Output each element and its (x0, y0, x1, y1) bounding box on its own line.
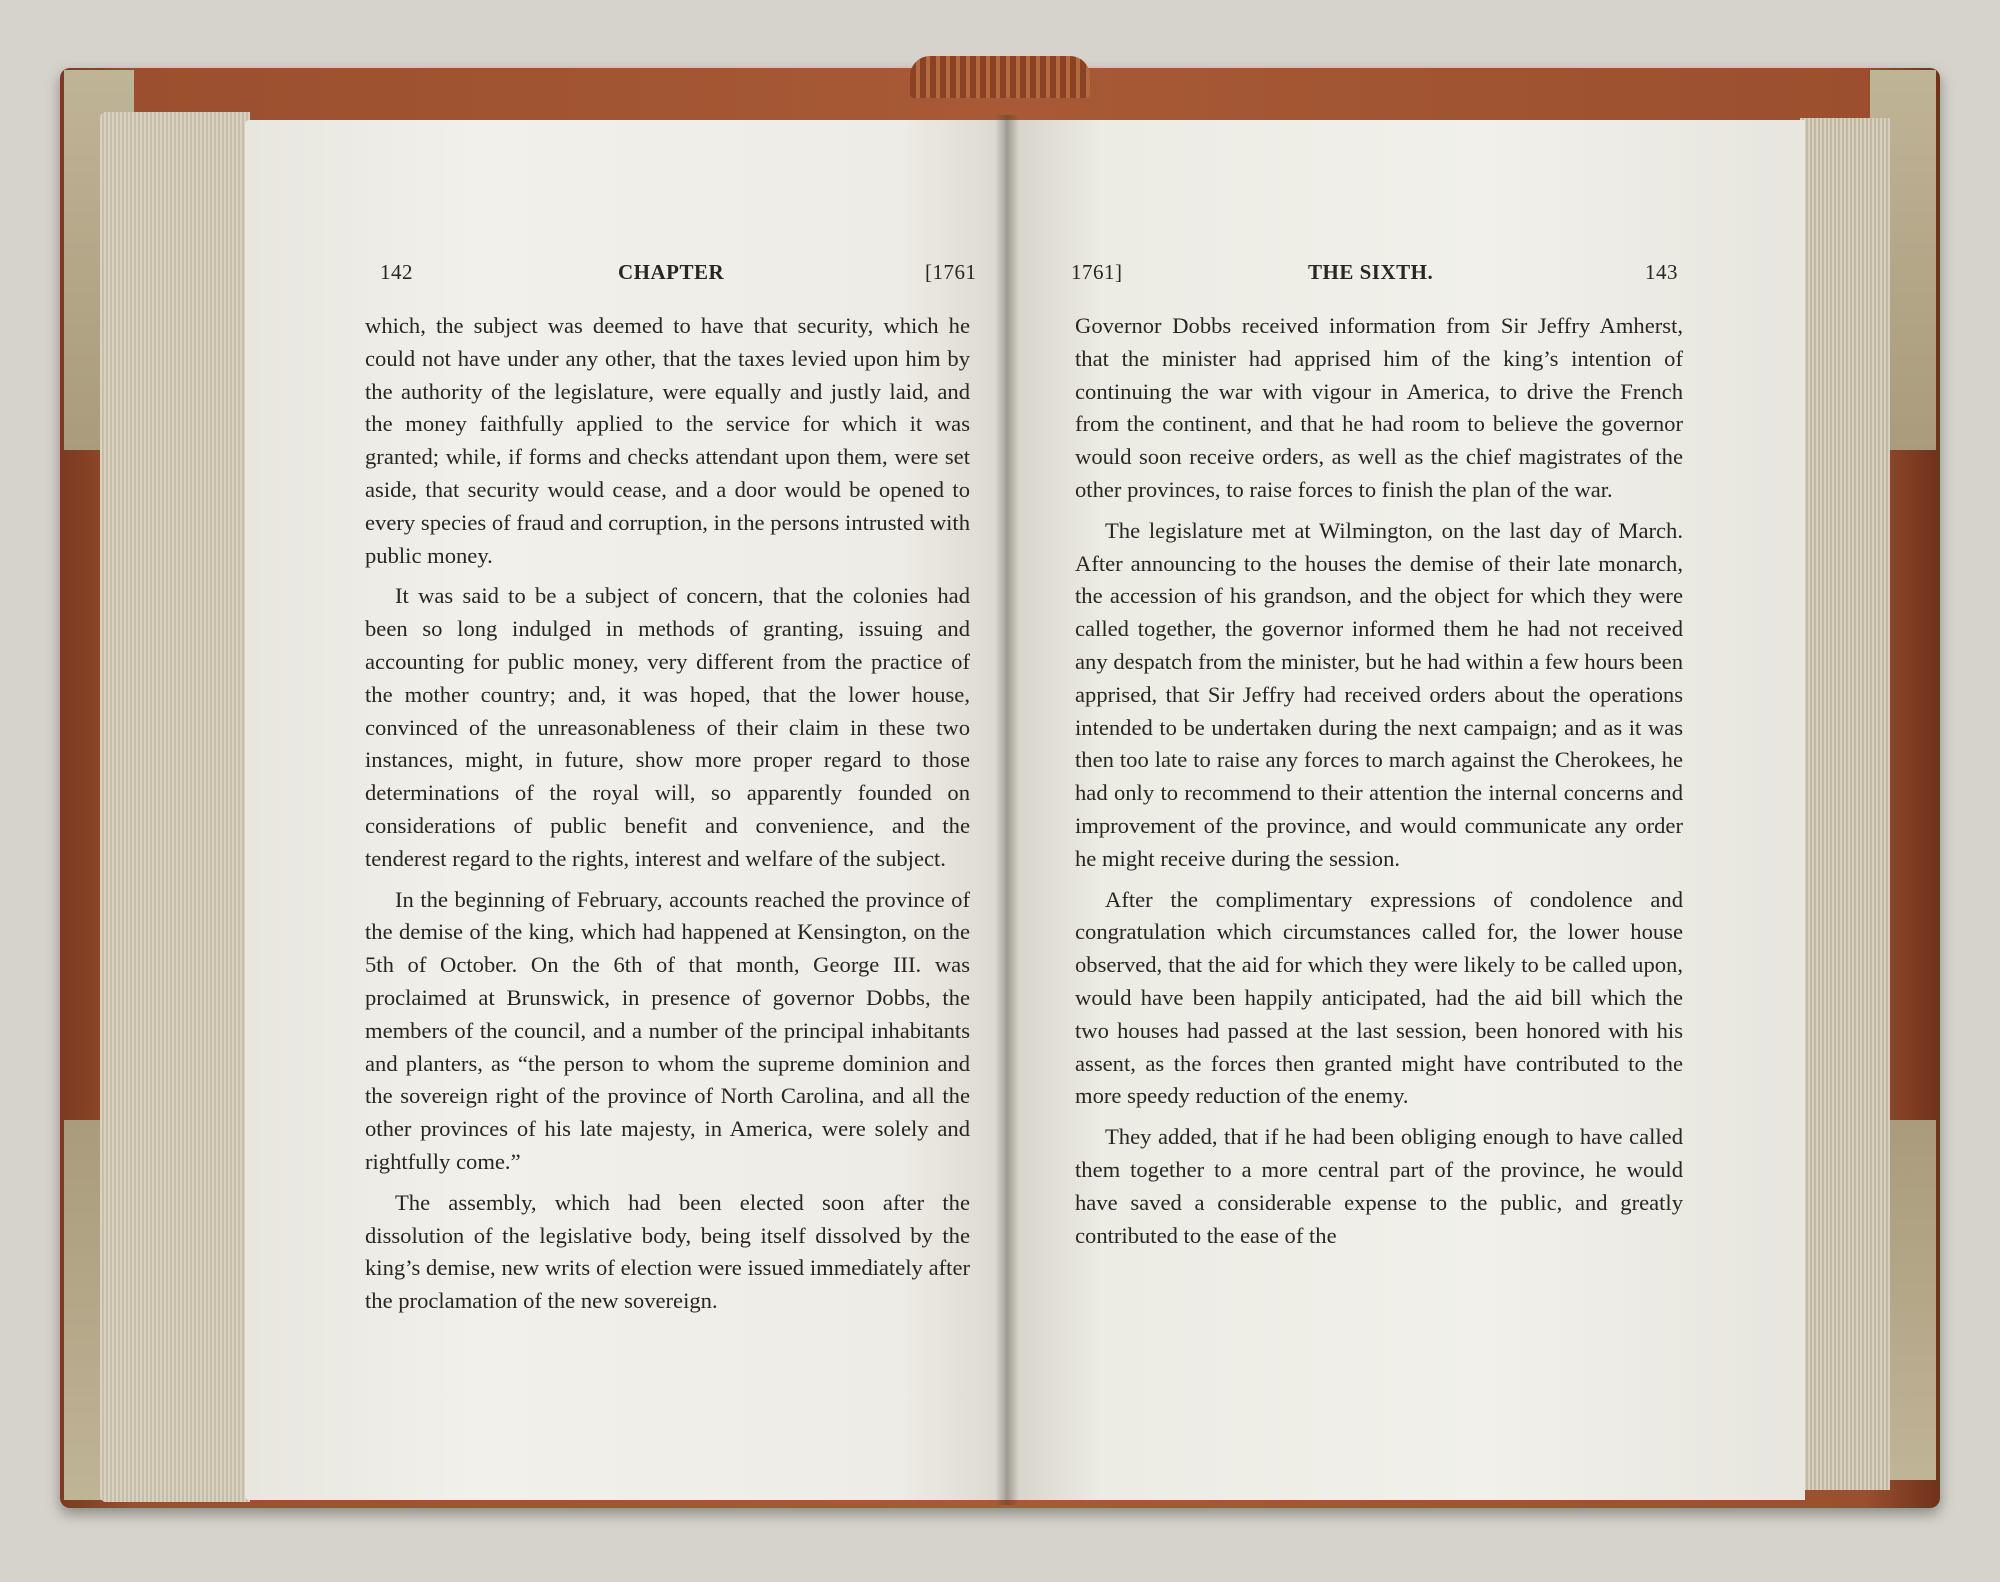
right-page (1005, 120, 1805, 1500)
running-title: CHAPTER (618, 260, 725, 284)
book-spine-headband (910, 56, 1090, 98)
paragraph: They added, that if he had been obliging enough to have called them together to a more central part of the province, he would have saved a considerable expense to the public, and greatly contributed to the ease of the (1075, 1124, 1683, 1248)
running-head-left (245, 260, 1015, 290)
left-page (245, 120, 1015, 1500)
page-number: 142 (380, 260, 413, 284)
paragraph: Governor Dobbs received information from Sir Jeffry Amherst, that the minister had apprised him of the king’s intention of continuing the war with vigour in America, to drive the French from the continent, and that he had room to believe the governor would soon receive orders, as well as the chief magistrates of the other provinces, to raise forces to finish the plan of the war. (1075, 313, 1683, 502)
page-body (365, 310, 970, 1318)
paragraph: In the beginning of February, accounts reached the province of the demise of the king, which had happened at Kensington, on the 5th of October. On the 6th of that month, George III. was proclaimed at Brunswick, in presence of governor Dobbs, the members of the council, and a number of the principal inhabitants and planters, as “the person to whom the supreme dominion and the sovereign right of the province of North Carolina, and all the other provinces of his late majesty, in America, were solely and rightfully come.” (365, 886, 970, 1174)
paragraph: After the complimentary expressions of condolence and congratulation which circumstances called for, the lower house observed, that the aid for which they were likely to be called upon, would have been happily anticipated, had the aid bill which the two houses had passed at the last session, been honored with his assent, as the forces then granted might have contributed to the more speedy reduction of the enemy. (1075, 886, 1683, 1109)
page-edges-left (100, 112, 250, 1502)
paragraph: The assembly, which had been elected soon after the dissolution of the legislative body, being itself dissolved by the king’s demise, new writs of election were issued immediately after the proclamation of the new sovereign. (365, 1189, 970, 1314)
year-mark: 1761] (1071, 260, 1123, 284)
page-number: 143 (1645, 260, 1678, 284)
book-gutter (995, 115, 1019, 1505)
running-title: THE SIXTH. (1308, 260, 1434, 284)
paragraph: It was said to be a subject of concern, that the colonies had been so long indulged in methods of granting, issuing and accounting for public money, very different from the practice of the mother country; and, it was hoped, that the lower house, convinced of the unreasonableness of their claim in these two instances, might, in future, show more proper regard to those determinations of the royal will, so apparently founded on considerations of public benefit and convenience, and the tenderest regard to the rights, interest and welfare of the subject. (365, 583, 970, 871)
page-body (1075, 310, 1683, 1252)
running-head-right (1005, 260, 1805, 290)
paragraph: The legislature met at Wilmington, on the last day of March. After announcing to the houses the demise of their late monarch, the accession of his grandson, and the object for which they were called together, the governor informed them he had not received any despatch from the minister, but he had within a few hours been apprised, that Sir Jeffry had received orders about the operations intended to be undertaken during the next campaign; and as it was then too late to raise any forces to march against the Cherokees, he had only to recommend to their attention the internal concerns and improvement of the province, and would communicate any order he might receive during the session. (1075, 517, 1683, 871)
page-edges-right (1800, 118, 1890, 1490)
paragraph: which, the subject was deemed to have that security, which he could not have under any other, that the taxes levied upon him by the authority of the legislature, were equally and justly laid, and the money faithfully applied to the service for which it was granted; while, if forms and checks attendant upon them, were set aside, that security would cease, and a door would be opened to every species of fraud and corruption, in the persons intrusted with public money. (365, 313, 970, 568)
year-mark: [1761 (925, 260, 977, 284)
